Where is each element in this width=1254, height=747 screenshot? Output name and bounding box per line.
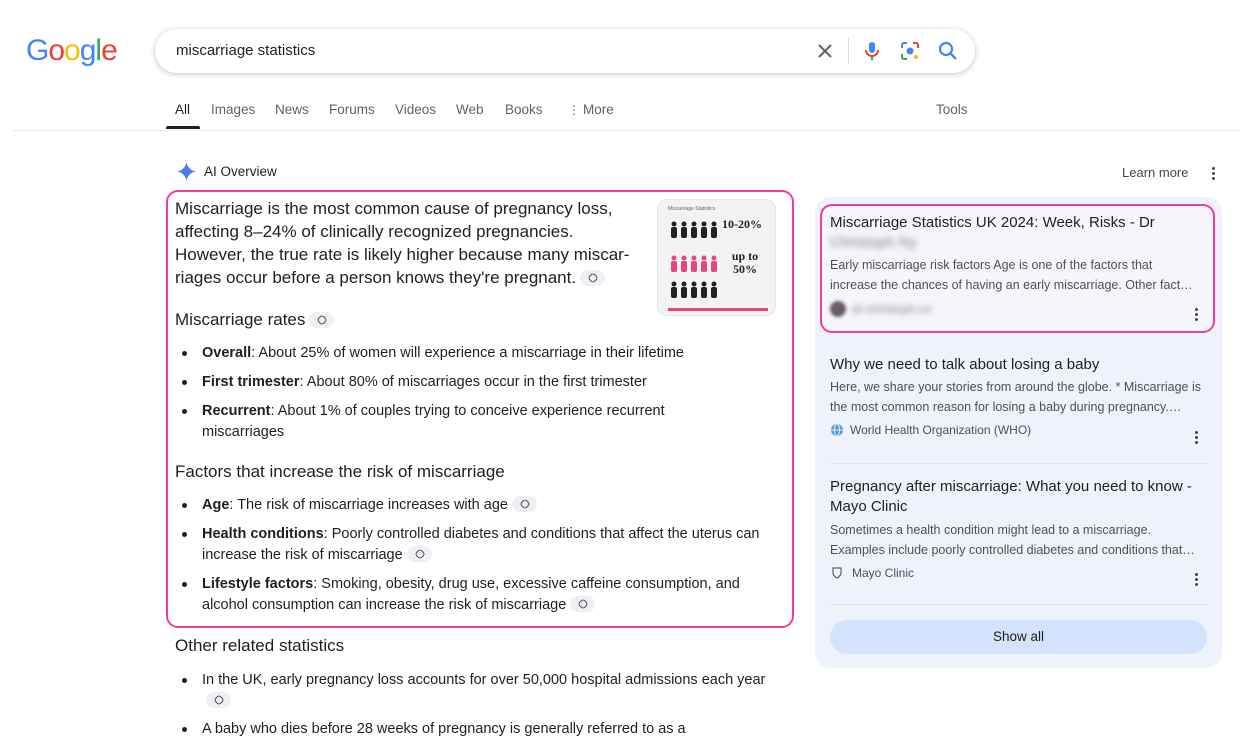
source-divider [830,463,1207,464]
tab-more[interactable]: ⋮ More [568,102,614,117]
source-site: World Health Organization (WHO) [830,423,1202,437]
source-options-icon[interactable] [1195,308,1199,323]
search-icon[interactable] [936,39,960,63]
source-snippet: Early miscarriage risk factors Age is one of the factors that increase the chances of having an early miscarriage. Other fact… [830,258,1193,292]
tab-news[interactable]: News [275,102,309,117]
citation-link-icon[interactable] [407,546,432,562]
source-options-icon[interactable] [1195,431,1199,446]
learn-more-link[interactable]: Learn more [1122,165,1189,180]
risk-factors-list [182,495,774,616]
tab-books[interactable]: Books [505,102,543,117]
source-title[interactable]: Pregnancy after miscarriage: What you need to know - Mayo Clinic [830,478,1192,515]
source-card-1[interactable] [830,213,1202,317]
list-item: First trimester: About 80% of miscarriages occur in the first trimester [182,372,782,393]
gemini-sparkle-icon [176,161,197,182]
source-site: Mayo Clinic [830,566,1202,580]
citation-link-icon[interactable] [206,692,231,708]
list-item: Age: The risk of miscarriage increases with age [182,495,774,516]
infographic-stat-2: up to 50% [731,249,759,276]
other-stats-list [182,670,774,740]
source-snippet: Sometimes a health condition might lead to a miscarriage. Examples include poorly controlled diabetes and conditions that… [830,523,1195,557]
section-heading-other-stats: Other related statistics [175,636,345,655]
source-title[interactable]: Miscarriage Statistics UK 2024: Week, Risks - Dr Christoph Ny [830,214,1155,251]
section-heading-rates: Miscarriage rates [175,310,334,330]
source-options-icon[interactable] [1195,573,1199,588]
tab-web[interactable]: Web [456,102,484,117]
search-input[interactable]: miscarriage statistics [176,42,316,59]
tab-all[interactable]: All [175,102,191,117]
ai-overview-header [176,161,277,182]
list-item: Health conditions: Poorly controlled diabetes and conditions that affect the uterus can increase the risk of miscarriage [182,524,774,566]
citation-link-icon[interactable] [309,312,334,328]
mayo-clinic-shield-icon [830,566,844,580]
list-item: Recurrent: About 1% of couples trying to conceive experience recurrent miscarriages [182,401,702,443]
source-title[interactable]: Why we need to talk about losing a baby [830,356,1100,373]
microphone-icon[interactable] [860,39,884,63]
infographic-stat-1: 10-20% [722,217,762,231]
more-options-icon[interactable] [1212,167,1216,182]
ai-overview-title: AI Overview [204,164,277,179]
search-divider [848,38,849,64]
tools-button[interactable]: Tools [936,102,968,117]
list-item: In the UK, early pregnancy loss accounts for over 50,000 hospital admissions each year [182,670,774,712]
infographic-title: Miscarriage Statistics [668,206,716,212]
clear-icon[interactable] [813,39,837,63]
active-tab-indicator [166,126,200,129]
source-card-2[interactable] [830,355,1202,437]
list-item: A baby who dies before 28 weeks of pregnancy is generally referred to as a [182,719,774,740]
section-heading-risk-factors: Factors that increase the risk of miscarriage [175,462,505,481]
source-divider [830,604,1207,605]
lens-icon[interactable] [898,39,922,63]
source-site: dr-christoph.co [830,301,1202,317]
google-logo[interactable]: Google [26,34,117,67]
show-all-button[interactable]: Show all [830,620,1207,654]
tab-videos[interactable]: Videos [395,102,437,117]
list-item: Lifestyle factors: Smoking, obesity, drug use, excessive caffeine consumption, and alcohol consumption can increase the risk of miscarriage [182,574,774,616]
who-globe-icon [830,423,844,437]
source-snippet: Here, we share your stories from around the globe. * Miscarriage is the most common reason for losing a baby during pregnancy.… [830,380,1201,414]
search-box[interactable] [155,29,975,73]
more-vertical-icon: ⋮ [568,103,580,117]
tab-images[interactable]: Images [211,102,256,117]
infographic-thumbnail[interactable] [657,199,776,316]
site-favicon-icon [830,301,846,317]
tab-forums[interactable]: Forums [329,102,375,117]
citation-link-icon[interactable] [570,596,595,612]
citation-link-icon[interactable] [512,496,537,512]
list-item: Overall: About 25% of women will experience a miscarriage in their lifetime [182,343,782,364]
rates-list [182,343,782,443]
header-divider [12,130,1242,131]
citation-link-icon[interactable] [580,270,605,286]
source-card-3[interactable] [830,477,1202,580]
ai-overview-intro: Miscarriage is the most common cause of pregnancy loss, affecting 8–24% of clinically recognized pregnancies. However, the true rate is likely higher because many miscar-riages occur before a person knows they're pregnant. [175,199,630,287]
